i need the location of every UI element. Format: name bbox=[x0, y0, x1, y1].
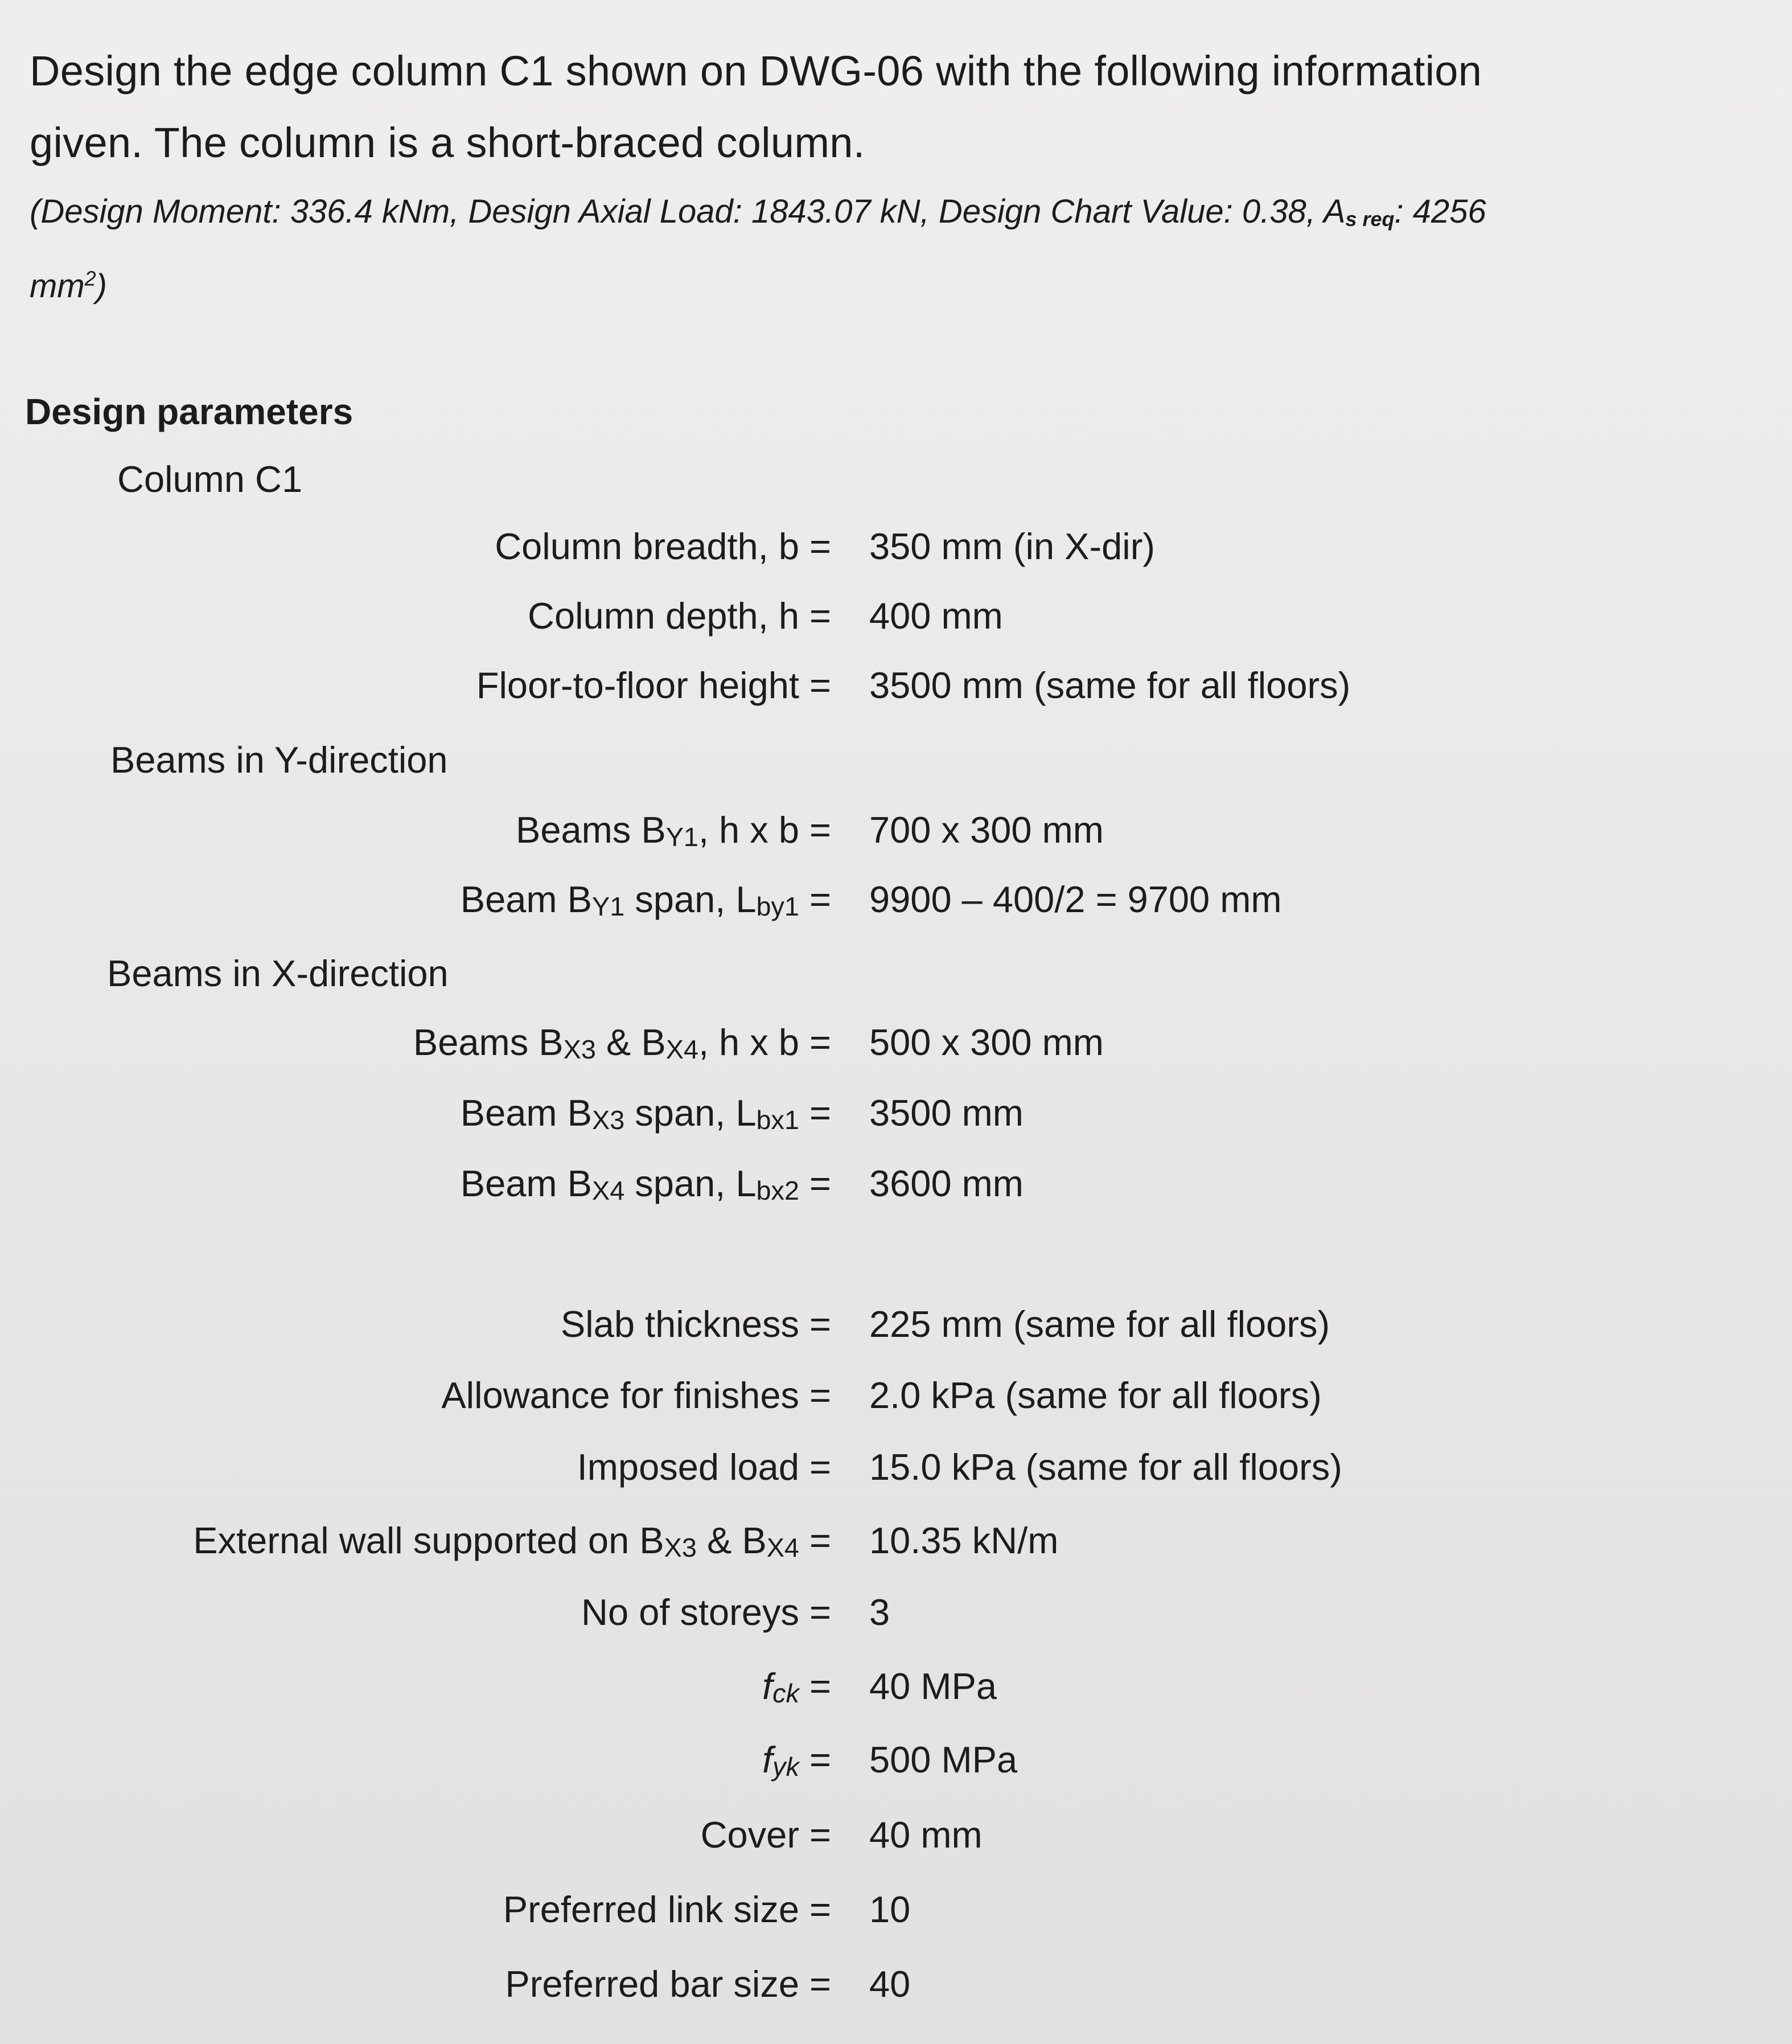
problem-line-1: Design the edge column C1 shown on DWG-06 with the following information bbox=[30, 47, 1482, 95]
problem-line-2: given. The column is a short-braced column. bbox=[30, 119, 865, 166]
param-row-finishes bbox=[0, 1368, 1792, 1423]
given-unit-superscript: 2 bbox=[84, 266, 96, 290]
param-label: Column depth, h = bbox=[528, 595, 831, 637]
problem-statement bbox=[30, 35, 1680, 179]
param-label: fck = bbox=[762, 1665, 831, 1708]
param-value: 3500 mm bbox=[869, 1092, 1024, 1134]
param-label: Cover = bbox=[700, 1814, 831, 1856]
group-beams-y: Beams in Y-direction bbox=[110, 739, 448, 781]
param-label: Slab thickness = bbox=[560, 1303, 831, 1345]
param-row-beam-by1-span bbox=[0, 872, 1792, 927]
param-row-beam-by1-size bbox=[0, 803, 1792, 857]
param-label: Floor-to-floor height = bbox=[476, 664, 831, 706]
param-value: 40 MPa bbox=[869, 1665, 997, 1707]
param-row-slab-thickness bbox=[0, 1297, 1792, 1352]
param-row-storeys bbox=[0, 1585, 1792, 1640]
param-value: 400 mm bbox=[869, 595, 1003, 637]
param-value: 15.0 kPa (same for all floors) bbox=[869, 1446, 1342, 1488]
param-label: Beam BX4 span, Lbx2 = bbox=[460, 1163, 831, 1205]
param-label: Beams BY1, h x b = bbox=[515, 809, 831, 852]
param-value: 40 mm bbox=[869, 1814, 983, 1856]
param-row-external-wall bbox=[0, 1513, 1792, 1568]
param-value: 10 bbox=[869, 1889, 911, 1930]
param-value: 500 x 300 mm bbox=[869, 1021, 1104, 1063]
param-value: 500 MPa bbox=[869, 1739, 1018, 1780]
param-value: 9900 – 400/2 = 9700 mm bbox=[869, 879, 1282, 920]
param-value: 350 mm (in X-dir) bbox=[869, 526, 1156, 567]
given-unit: mm bbox=[30, 268, 85, 305]
param-label: fyk = bbox=[762, 1739, 831, 1782]
param-value: 225 mm (same for all floors) bbox=[869, 1303, 1330, 1345]
param-value: 3600 mm bbox=[869, 1163, 1024, 1204]
given-values bbox=[30, 177, 1680, 322]
param-label: Preferred link size = bbox=[503, 1889, 831, 1930]
param-label: Beams BX3 & BX4, h x b = bbox=[413, 1021, 831, 1064]
param-row-column-depth bbox=[0, 589, 1792, 643]
given-line-1 bbox=[30, 177, 1680, 251]
param-label: Beam BY1 span, Lby1 = bbox=[460, 879, 831, 921]
param-label: Allowance for finishes = bbox=[441, 1374, 831, 1416]
param-row-fyk bbox=[0, 1733, 1792, 1787]
param-label: Beam BX3 span, Lbx1 = bbox=[460, 1092, 831, 1135]
param-row-beam-bx4-span bbox=[0, 1156, 1792, 1211]
param-row-beam-bx3-span bbox=[0, 1086, 1792, 1140]
given-as-subscript: s req bbox=[1345, 207, 1395, 231]
param-row-imposed-load bbox=[0, 1440, 1792, 1495]
given-line-2 bbox=[30, 251, 1680, 322]
param-row-floor-height bbox=[0, 658, 1792, 713]
param-row-link-size bbox=[0, 1882, 1792, 1937]
given-text-1: (Design Moment: 336.4 kNm, Design Axial Load: 1843.07 kN, Design Chart Value: 0.38, A bbox=[30, 193, 1346, 230]
param-value: 10.35 kN/m bbox=[869, 1520, 1059, 1561]
group-column-c1: Column C1 bbox=[117, 458, 303, 500]
given-close-paren: ) bbox=[96, 268, 107, 305]
group-beams-x: Beams in X-direction bbox=[107, 953, 449, 994]
param-row-bar-size bbox=[0, 1957, 1792, 2012]
given-text-2: : 4256 bbox=[1394, 193, 1486, 230]
design-parameters-heading: Design parameters bbox=[25, 391, 354, 432]
param-row-column-breadth bbox=[0, 519, 1792, 574]
param-row-cover bbox=[0, 1808, 1792, 1862]
param-value: 3500 mm (same for all floors) bbox=[869, 664, 1351, 706]
param-label: Imposed load = bbox=[577, 1446, 831, 1488]
param-label: Preferred bar size = bbox=[505, 1963, 831, 2005]
param-label: No of storeys = bbox=[581, 1591, 831, 1633]
param-value: 3 bbox=[869, 1591, 890, 1633]
param-label: External wall supported on BX3 & BX4 = bbox=[193, 1520, 831, 1562]
param-row-fck bbox=[0, 1659, 1792, 1714]
param-value: 2.0 kPa (same for all floors) bbox=[869, 1374, 1322, 1416]
param-value: 40 bbox=[869, 1963, 911, 2005]
param-label: Column breadth, b = bbox=[495, 526, 831, 567]
param-value: 700 x 300 mm bbox=[869, 809, 1104, 851]
param-row-beam-bx-size bbox=[0, 1015, 1792, 1070]
